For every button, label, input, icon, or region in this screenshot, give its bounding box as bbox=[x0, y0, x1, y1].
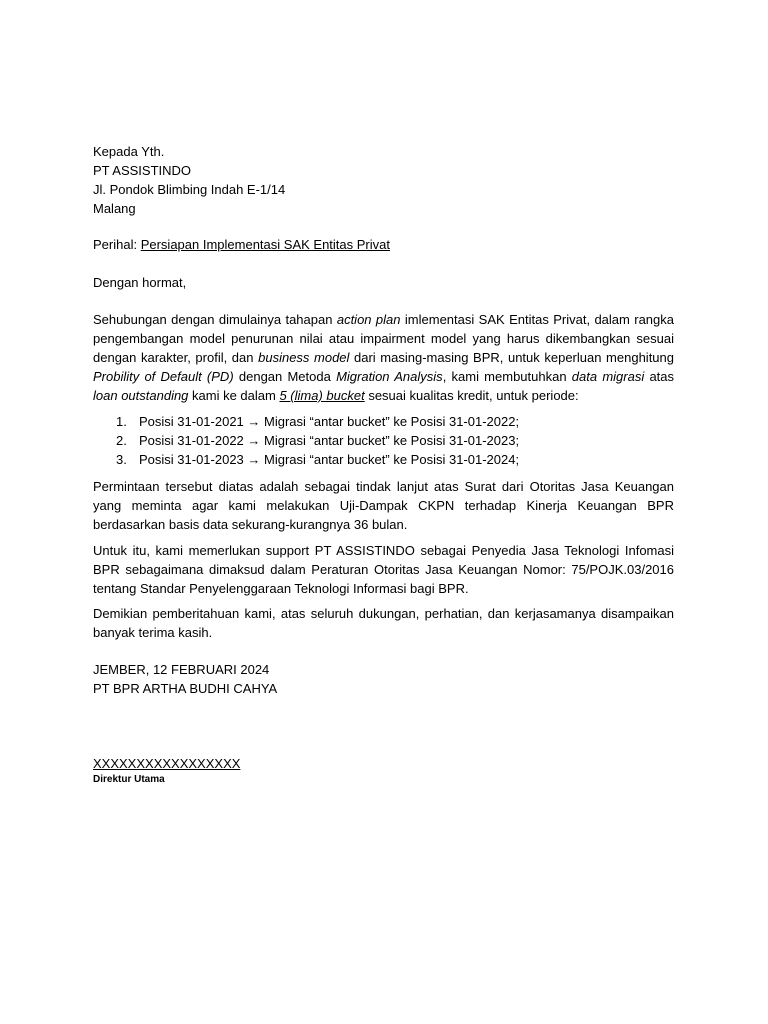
list-item bbox=[93, 450, 674, 469]
intro-italic-1: action plan bbox=[336, 312, 401, 327]
intro-italic-4: Migration Analysis bbox=[336, 369, 443, 384]
sender-company: PT BPR ARTHA BUDHI CAHYA bbox=[93, 681, 278, 696]
list-text: Posisi 31-01-2023 → Migrasi “antar bucket” ke Posisi 31-01-2024; bbox=[139, 452, 520, 467]
paragraph-intro bbox=[93, 310, 674, 405]
subject-line bbox=[93, 235, 390, 254]
place-date: JEMBER, 12 FEBRUARI 2024 bbox=[93, 662, 270, 677]
recipient-address: Jl. Pondok Blimbing Indah E-1/14 bbox=[93, 182, 286, 197]
paragraph-request: Permintaan tersebut diatas adalah sebagai tindak lanjut atas Surat dari Otoritas Jasa Keuangan yang meminta agar kami melakukan Uji-Dampak CKPN terhadap Kinerja Keuangan BPR berdasarkan basis data sekurang-kurangnya 36 bulan. bbox=[93, 479, 674, 532]
intro-text-3: dari masing-masing BPR, untuk keperluan menghitung bbox=[349, 350, 674, 365]
paragraph-support: Untuk itu, kami memerlukan support PT ASSISTINDO sebagai Penyedia Jasa Teknologi Infomasi BPR sebagaimana dimaksud dalam Peraturan Otoritas Jasa Keuangan Nomor: 75/POJK.03/2016 tentang Standar Penyelenggaraan Teknologi Informasi bagi BPR. bbox=[93, 543, 674, 596]
intro-underline-bucket: 5 (lima) bucket bbox=[279, 388, 365, 403]
intro-text-2: imlementasi SAK Entitas Privat, dalam rangka pengembangan model penurunan nilai atau impairment model yang harus dikembangkan sesuai dengan karakter, profil, dan bbox=[93, 312, 674, 365]
recipient-block bbox=[93, 142, 674, 218]
recipient-city: Malang bbox=[93, 201, 136, 216]
subject-label: Perihal: bbox=[93, 237, 141, 252]
intro-text-5: , kami membutuhkan bbox=[442, 369, 572, 384]
intro-text-6: atas bbox=[644, 369, 675, 384]
period-list bbox=[93, 412, 674, 469]
intro-italic-6: loan outstanding bbox=[93, 388, 189, 403]
intro-text-1: Sehubungan dengan dimulainya tahapan bbox=[93, 312, 337, 327]
list-text: Posisi 31-01-2021 → Migrasi “antar bucket” ke Posisi 31-01-2022; bbox=[139, 414, 520, 429]
list-item bbox=[93, 431, 674, 450]
list-number: 2. bbox=[116, 433, 127, 448]
intro-text-4: dengan Metoda bbox=[233, 369, 337, 384]
list-text: Posisi 31-01-2022 → Migrasi “antar bucket” ke Posisi 31-01-2023; bbox=[139, 433, 520, 448]
intro-italic-2: business model bbox=[258, 350, 350, 365]
list-number: 3. bbox=[116, 452, 127, 467]
list-number: 1. bbox=[116, 414, 127, 429]
intro-italic-5: data migrasi bbox=[571, 369, 645, 384]
intro-italic-3: Probility of Default (PD) bbox=[93, 369, 234, 384]
intro-text-8: sesuai kualitas kredit, untuk periode: bbox=[364, 388, 579, 403]
signature-title: Direktur Utama bbox=[93, 774, 165, 785]
recipient-company: PT ASSISTINDO bbox=[93, 163, 192, 178]
greeting: Dengan hormat, bbox=[93, 275, 187, 290]
list-item bbox=[93, 412, 674, 431]
signature-name: XXXXXXXXXXXXXXXXX bbox=[93, 756, 241, 771]
subject-text: Persiapan Implementasi SAK Entitas Privat bbox=[140, 237, 390, 252]
recipient-salutation: Kepada Yth. bbox=[93, 144, 165, 159]
intro-text-7: kami ke dalam bbox=[188, 388, 280, 403]
paragraph-closing: Demikian pemberitahuan kami, atas seluruh dukungan, perhatian, dan kerjasamanya disampaikan banyak terima kasih. bbox=[93, 606, 674, 640]
